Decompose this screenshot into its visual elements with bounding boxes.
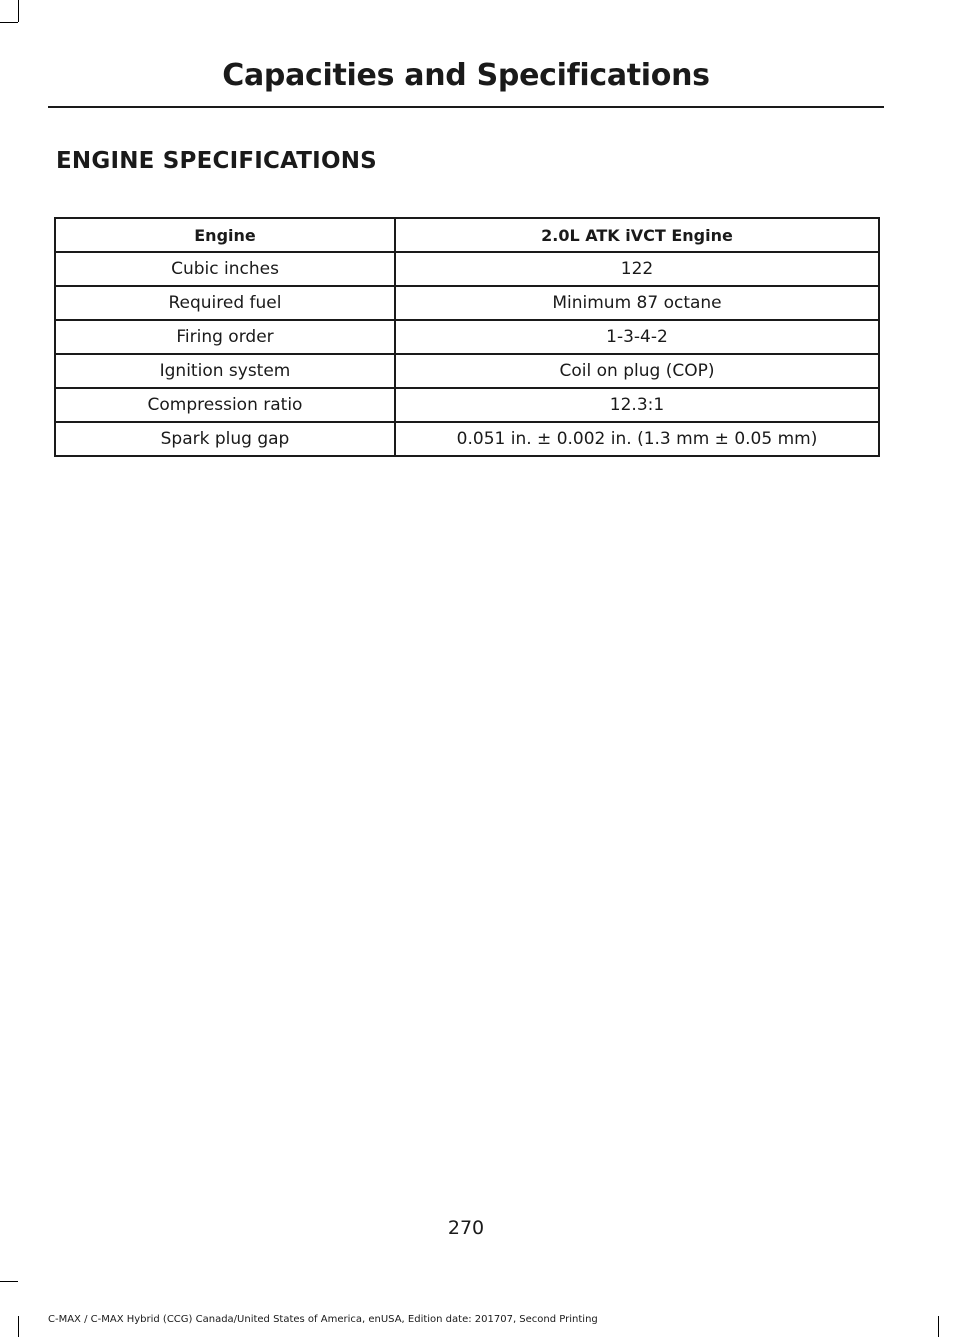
table-cell-value: Minimum 87 octane [395,286,879,320]
footer-edition-text: C-MAX / C-MAX Hybrid (CCG) Canada/United States of America, enUSA, Edition date: 201707, Second Printing [48,1314,598,1325]
table-cell-label: Cubic inches [55,252,395,286]
table-row [55,286,879,320]
table-cell-label: Required fuel [55,286,395,320]
header-rule [48,106,884,108]
section-title: ENGINE SPECIFICATIONS [56,148,377,174]
table-cell-label: Ignition system [55,354,395,388]
table-cell-value: 12.3:1 [395,388,879,422]
crop-mark-bottom-right-vertical [938,1316,939,1337]
table-cell-value: 0.051 in. ± 0.002 in. (1.3 mm ± 0.05 mm) [395,422,879,456]
table-row [55,422,879,456]
table-header-cell: 2.0L ATK iVCT Engine [395,218,879,252]
table-cell-label: Spark plug gap [55,422,395,456]
table-cell-value: 122 [395,252,879,286]
crop-mark-top-left-vertical [18,0,19,22]
engine-specifications-table [54,217,880,457]
table-row [55,320,879,354]
table-cell-value: 1-3-4-2 [395,320,879,354]
table-header-row [55,218,879,252]
table-row [55,354,879,388]
table-row [55,252,879,286]
page-number: 270 [447,1217,485,1239]
table-cell-label: Firing order [55,320,395,354]
table-row [55,388,879,422]
table-cell-label: Compression ratio [55,388,395,422]
crop-mark-bottom-left-vertical [18,1316,19,1337]
crop-mark-top-left-horizontal [0,22,18,23]
crop-mark-bottom-left-horizontal [0,1281,18,1282]
page-header-title: Capacities and Specifications [222,58,710,93]
table-cell-value: Coil on plug (COP) [395,354,879,388]
table-header-cell: Engine [55,218,395,252]
